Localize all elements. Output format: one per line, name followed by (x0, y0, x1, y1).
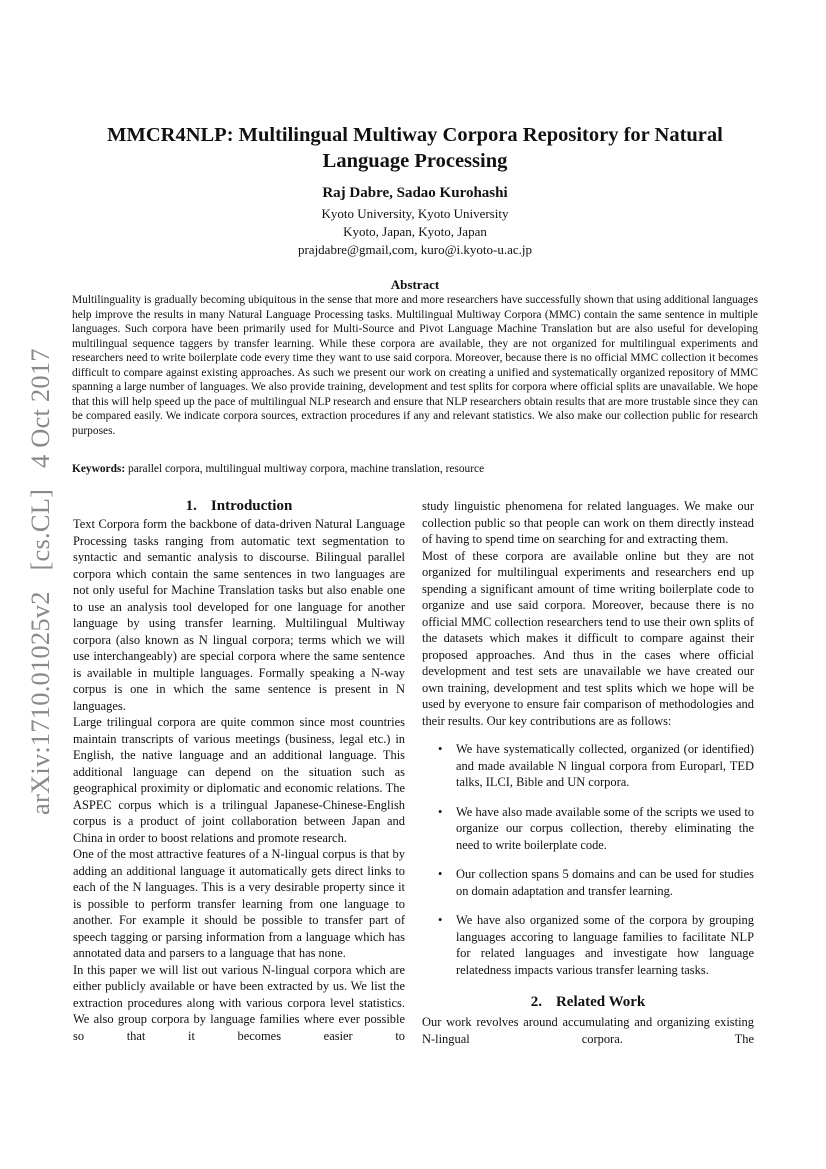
contribution-text: We have also made available some of the scripts we used to organize our corpus collection, thereby eliminating the need to write boilerplate code. (456, 804, 754, 852)
right-column (422, 498, 754, 1047)
section-title: Introduction (210, 498, 293, 514)
left-column (73, 496, 405, 1044)
intro-paragraph-4-continued: study linguistic phenomena for related languages. We make our collection public so that people can work on them directly instead of having to spend time on searching for and extracting them. (422, 499, 754, 546)
intro-paragraph-2: Large trilingual corpora are quite common since most countries maintain transcripts of various meetings (business, legal etc.) in English, the native language and an additional language. This additional language can depend on the situation such as geographical proximity or diplomatic and economic relations. The ASPEC corpus which is a trilingual Japanese-Chinese-English corpus is a product of joint collaboration between Japan and China in order to boost relations and promote research. (73, 715, 405, 845)
affiliation-line-2: Kyoto, Japan, Kyoto, Japan (343, 224, 487, 239)
intro-paragraph-4: In this paper we will list out various N-lingual corpora which are either publicly available or have been extracted by us. We list the extraction procedures along with various corpora level statistics. We also group corpora by language families where ever possible so that it becomes easier to (73, 962, 405, 1043)
contribution-text: We have systematically collected, organized (or identified) and made available N lingual corpora from Europarl, TED talks, ILCI, Bible and UN corpora. (456, 742, 754, 789)
contribution-item (422, 912, 754, 978)
intro-paragraph-3: One of the most attractive features of a N-lingual corpus is that by adding an additional language it automatically gets direct links to each of the N languages. This is a very desirable property since it is possible to perform transfer learning from one language to another. For example it should be possible to transfer part of speech tagging or parsing information from a language which has annotated data and parsers to a language that has none. (73, 847, 405, 960)
contribution-item (422, 741, 754, 791)
contribution-item (422, 866, 754, 899)
title-line-2: Language Processing (322, 150, 508, 172)
contribution-item (422, 804, 754, 854)
author-names: Raj Dabre, Sadao Kurohashi (322, 185, 508, 201)
keywords-label: Keywords: (72, 463, 126, 475)
section-title: Related Work (555, 994, 646, 1010)
bullet-icon: • (438, 867, 443, 881)
arxiv-category: [cs.CL] (25, 488, 55, 571)
section-number: 1. (185, 498, 197, 514)
keywords-text: parallel corpora, multilingual multiway corpora, machine translation, resource (125, 463, 485, 475)
arxiv-identifier-stamp (22, 345, 58, 815)
related-work-paragraph-1: Our work revolves around accumulating and organizing existing N-lingual corpora. The (422, 1015, 754, 1046)
section-heading-related-work (422, 992, 754, 1012)
bullet-icon: • (438, 742, 443, 756)
arxiv-id: arXiv:1710.01025v2 (25, 591, 55, 815)
section-number: 2. (530, 994, 542, 1010)
abstract-text: Multilinguality is gradually becoming ubiquitous in the sense that more and more researchers have successfully shown that using additional languages help improve the results in many Natural Language Processing tasks. Multilingual Multiway Corpora (MMC) contain the same sentence in multiple languages. Such corpora have been primarily used for Multi-Source and Pivot Language Machine Translation but are also useful for developing multilingual sequence taggers by transfer learning. While these corpora are available, they are not organized for multilingual experiments and researchers need to write boilerplate code every time they want to use said corpora. Moreover, because there is no official MMC collection it becomes difficult to compare against existing approaches. As such we present our work on creating a unified and systematically organized repository of MMC spanning a large number of languages. We also provide training, development and test splits for corpora where official splits are unavailable. We hope that this will help speed up the pace of multilingual NLP research and ensure that NLP researchers obtain results that are more trustable since they can be compared easily. We indicate corpora sources, extraction procedures if any and relevant statistics. We also make our collection public for research purposes. (72, 294, 758, 437)
intro-paragraph-1: Text Corpora form the backbone of data-driven Natural Language Processing tasks ranging from automatic text segmentation to syntactic and semantic analysis to discourse. Bilingual parallel corpora which contain the same sentences in two languages are not only useful for Machine Translation tasks but also enable one to use an analysis tool developed for one language for another language by using transfer learning. Multilingual Multiway corpora (also known as N lingual corpora; terms which we will use interchangeably) are special corpora where the same sentence is available in multiple languages. Formally speaking a N-way corpus is one in which the same sentence is present in N languages. (73, 517, 405, 713)
title-line-1: MMCR4NLP: Multilingual Multiway Corpora Repository for Natural (107, 124, 723, 146)
section-heading-introduction (73, 496, 405, 516)
bullet-icon: • (438, 913, 443, 927)
bullet-icon: • (438, 804, 443, 819)
abstract-heading: Abstract (390, 277, 440, 292)
arxiv-date: 4 Oct 2017 (25, 348, 55, 469)
keywords-line (72, 462, 758, 477)
paper-title (70, 122, 760, 174)
contribution-text: Our collection spans 5 domains and can be used for studies on domain adaptation and transfer learning. (456, 867, 754, 898)
author-affiliations (70, 205, 760, 259)
contribution-text: We have also organized some of the corpora by grouping languages accoring to language families to facilitate NLP for related languages and investigate how language relatedness impacts various transfer learning tasks. (456, 913, 754, 977)
intro-paragraph-5: Most of these corpora are available online but they are not organized for multilingual experiments and researchers end up spending a significant amount of time writing boilerplate code to organize and use said corpora. Moreover, because there is no official MMC collection researchers tend to use their own splits of the datasets which makes it difficult to compare against their proposed approaches. And thus in the cases where official development and test sets are unavailable we have created our own training, development and test splits which we hope will be used by everyone to ensure fair comparison of methodologies and their results. Our key contributions are as follows: (422, 548, 754, 728)
affiliation-line-1: Kyoto University, Kyoto University (321, 206, 509, 221)
contributions-list (422, 741, 754, 978)
author-emails: prajdabre@gmail,com, kuro@i.kyoto-u.ac.jp (297, 242, 533, 257)
